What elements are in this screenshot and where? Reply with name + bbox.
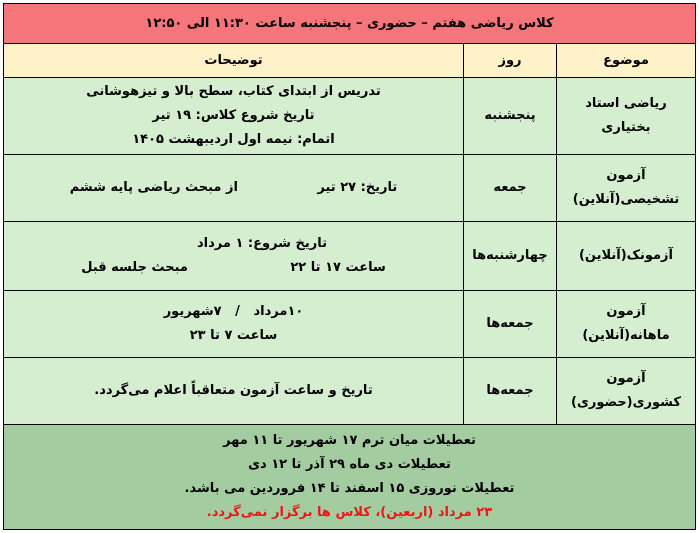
schedule-table [3,3,696,530]
table-row [4,222,696,290]
subject-line: تشخیصی(آنلاین) [572,192,680,208]
subject-cell: آزمون کشوری(حضوری) [557,357,696,424]
header-row [4,44,696,78]
table-row [4,78,696,154]
description-line: تاریخ شروع کلاس: ۱۹ تیر [152,108,315,124]
description-line: تدریس از ابتدای کتاب، سطح بالا و تیزهوشانی [86,84,381,100]
description-cell [4,154,464,221]
table-row [4,290,696,357]
table-row [4,154,696,221]
day-cell: جمعه‌ها [464,290,557,357]
header-day: روز [464,44,557,78]
cancellation-notice: ۲۳ مرداد (اربعین)، کلاس ها برگزار نمی‌گردد. [206,505,493,521]
header-description: توضیحات [4,44,464,78]
description-time: ساعت ۱۷ تا ۲۲ [290,259,386,275]
table-title: کلاس ریاضی هفتم – حضوری – پنجشنبه ساعت ۱۱:۳۰ الی ۱۲:۵۰ [4,4,696,44]
day-cell: چهارشنبه‌ها [464,222,557,290]
header-subject: موضوع [557,44,696,78]
description-topic: مبحث جلسه قبل [81,259,188,275]
holiday-note: تعطیلات میان ترم ۱۷ شهریور تا ۱۱ مهر [223,433,476,449]
subject-cell [557,154,696,221]
description-line: ۱۰مرداد / ۷شهریور [163,303,304,319]
subject-cell: آزمون ماهانه(آنلاین) [557,290,696,357]
description-cell [4,222,464,290]
description-cell [4,78,464,154]
title-row [4,4,696,44]
subject-cell: آزمونک(آنلاین) [557,222,696,290]
day-cell: پنجشنبه [464,78,557,154]
subject-line: آزمون [606,168,646,184]
holiday-note: تعطیلات نوروزی ۱۵ اسفند تا ۱۴ فروردین می باشد. [184,481,515,497]
description-line: ساعت ۷ تا ۲۳ [189,327,278,343]
day-cell: جمعه [464,154,557,221]
description-line: اتمام: نیمه اول اردیبهشت ۱۴۰۵ [132,132,335,148]
table-row [4,357,696,424]
schedule-container [3,3,696,530]
holiday-note: تعطیلات دی ماه ۲۹ آذر تا ۱۲ دی [248,457,451,473]
subject-cell: ریاضی استاد بختیاری [557,78,696,154]
description-date: تاریخ: ۲۷ تیر [317,180,398,196]
description-cell [4,290,464,357]
description-line: تاریخ شروع: ۱ مرداد [197,235,327,251]
notes-cell [4,425,696,530]
description-cell: تاریخ و ساعت آزمون متعاقباً اعلام می‌گردد. [4,357,464,424]
description-topic: از مبحث ریاضی پایه ششم [69,180,238,196]
day-cell: جمعه‌ها [464,357,557,424]
notes-row [4,425,696,530]
